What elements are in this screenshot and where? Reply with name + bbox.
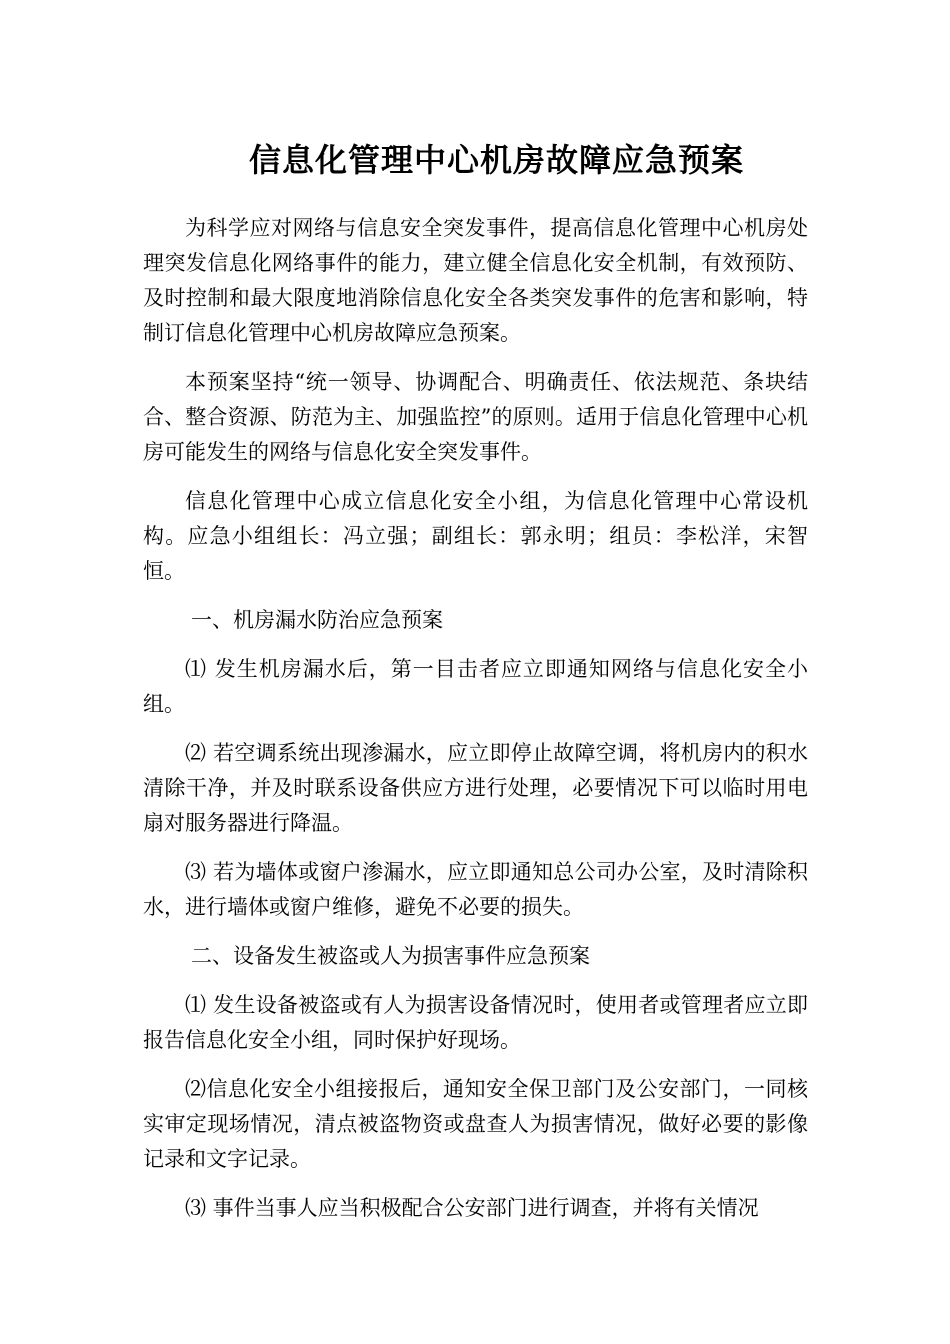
intro-paragraph: 为科学应对网络与信息安全突发事件，提高信息化管理中心机房处理突发信息化网络事件的能力，建立健全信息化安全机制，有效预防、及时控制和最大限度地消除信息化安全各类突发事件的危害和影响，特制订信息化管理中心机房故障应急预案。 <box>143 216 808 345</box>
section-heading-water-leak: 一、机房漏水防治应急预案 <box>191 608 443 632</box>
document-body <box>143 211 808 1240</box>
section-heading-theft-damage: 二、设备发生被盗或人为损害事件应急预案 <box>191 944 590 968</box>
section2-item-3: ⑶ 事件当事人应当积极配合公安部门进行调查，并将有关情况 <box>185 1196 759 1220</box>
section1-item-3: ⑶ 若为墙体或窗户渗漏水，应立即通知总公司办公室，及时清除积水，进行墙体或窗户维修，避免不必要的损失。 <box>143 860 808 919</box>
section1-item-2: ⑵ 若空调系统出现渗漏水，应立即停止故障空调，将机房内的积水清除干净，并及时联系设备供应方进行处理，必要情况下可以临时用电扇对服务器进行降温。 <box>143 741 808 835</box>
document-title: 信息化管理中心机房故障应急预案 <box>249 141 745 179</box>
section1-item-1: ⑴ 发生机房漏水后，第一目击者应立即通知网络与信息化安全小组。 <box>143 657 808 716</box>
organization-paragraph: 信息化管理中心成立信息化安全小组，为信息化管理中心常设机构。应急小组组长：冯立强；副组长：郭永明；组员：李松洋，宋智恒。 <box>143 489 808 583</box>
section2-item-1: ⑴ 发生设备被盗或有人为损害设备情况时，使用者或管理者应立即报告信息化安全小组，同时保护好现场。 <box>143 993 808 1052</box>
principle-paragraph: 本预案坚持“统一领导、协调配合、明确责任、依法规范、条块结合、整合资源、防范为主、加强监控”的原则。适用于信息化管理中心机房可能发生的网络与信息化安全突发事件。 <box>143 370 808 464</box>
section2-item-2: ⑵信息化安全小组接报后，通知安全保卫部门及公安部门，一同核实审定现场情况，清点被盗物资或盘查人为损害情况，做好必要的影像记录和文字记录。 <box>143 1077 808 1171</box>
